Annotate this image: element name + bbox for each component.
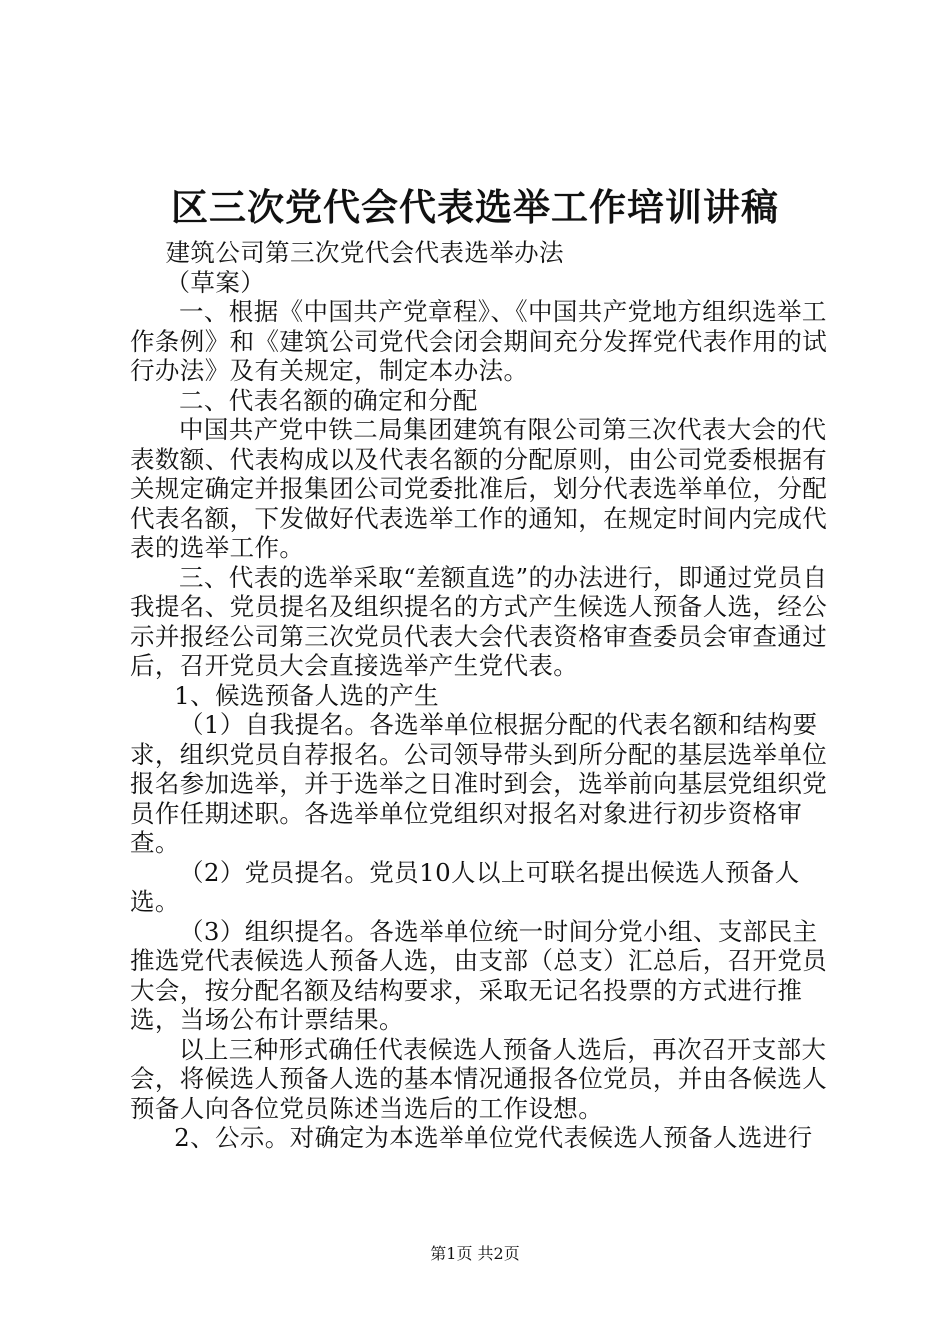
paragraph-organization-nomination: （3）组织提名。各选举单位统一时间分党小组、支部民主推选党代表候选人预备人选，由支部（总支）汇总后，召开党员大会，按分配名额及结构要求，采取无记名投票的方式进行推选，当场公布计票结果。 — [130, 916, 828, 1034]
paragraph-summary: 以上三种形式确任代表候选人预备人选后，再次召开支部大会，将候选人预备人选的基本情况通报各位党员，并由各候选人预备人向各位党员陈述当选后的工作设想。 — [130, 1034, 828, 1123]
paragraph-section-2-body: 中国共产党中铁二局集团建筑有限公司第三次代表大会的代表数额、代表构成以及代表名额的分配原则，由公司党委根据有关规定确定并报集团公司党委批准后，划分代表选举单位，分配代表名额，下发做好代表选举工作的通知，在规定时间内完成代表的选举工作。 — [130, 415, 828, 562]
document-body — [130, 238, 830, 1153]
paragraph-item-2-publicity: 2、公示。对确定为本选举单位党代表候选人预备人选进行 — [174, 1123, 813, 1152]
paragraph-item-1-heading: 1、候选预备人选的产生 — [174, 680, 440, 710]
paragraph-member-nomination: （2）党员提名。党员10人以上可联名提出候选人预备人选。 — [130, 857, 800, 916]
page-footer: 第1页 共2页 — [430, 1244, 520, 1263]
paragraph-self-nomination: （1）自我提名。各选举单位根据分配的代表名额和结构要求，组织党员自荐报名。公司领导带头到所分配的基层选举单位报名参加选举，并于选举之日准时到会，选举前向基层党组织党员作任期述职。各选举单位党组织对报名对象进行初步资格审查。 — [130, 710, 828, 857]
paragraph-subtitle: 建筑公司第三次党代会代表选举办法 — [165, 238, 564, 267]
paragraph-section-2-heading: 二、代表名额的确定和分配 — [179, 385, 478, 415]
paragraph-draft-note: （草案） — [165, 267, 266, 297]
paragraph-section-1: 一、根据《中国共产党章程》、《中国共产党地方组织选举工作条例》和《建筑公司党代会闭会期间充分发挥党代表作用的试行办法》及有关规定，制定本办法。 — [130, 297, 828, 385]
paragraph-section-3: 三、代表的选举采取“差额直选”的办法进行，即通过党员自我提名、党员提名及组织提名的方式产生候选人预备人选，经公示并报经公司第三次党员代表大会代表资格审查委员会审查通过后，召开党员大会直接选举产生党代表。 — [130, 562, 828, 680]
document-title: 区三次党代会代表选举工作培训讲稿 — [171, 185, 779, 229]
